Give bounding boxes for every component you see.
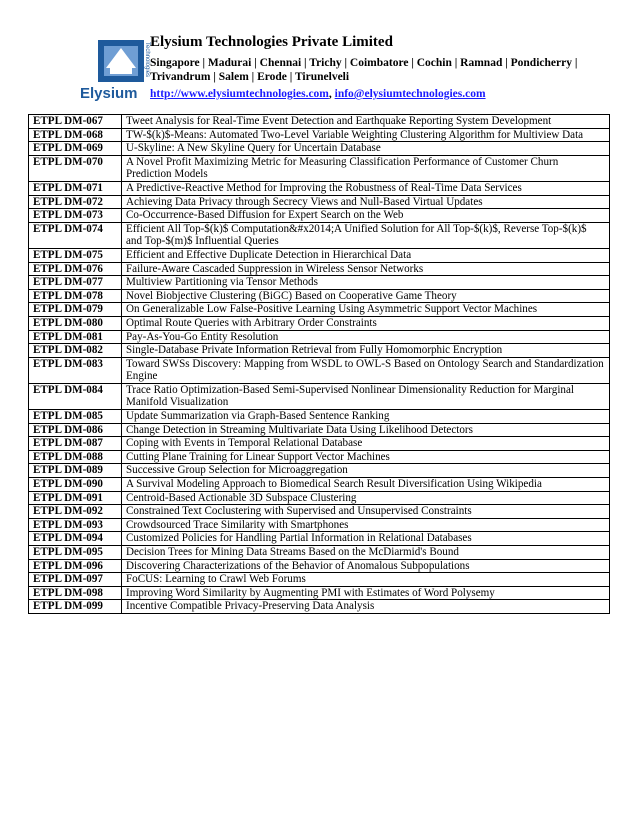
table-row: [29, 450, 610, 464]
table-row: [29, 128, 610, 142]
project-code: ETPL DM-091: [29, 491, 122, 505]
project-title: Tweet Analysis for Real-Time Event Detection and Earthquake Reporting System Development: [122, 115, 610, 129]
table-row: [29, 573, 610, 587]
project-title: Efficient and Effective Duplicate Detection in Hierarchical Data: [122, 248, 610, 262]
project-title: Achieving Data Privacy through Secrecy Views and Null-Based Virtual Updates: [122, 195, 610, 209]
table-row: [29, 222, 610, 248]
project-title: Improving Word Similarity by Augmenting PMI with Estimates of Word Polysemy: [122, 586, 610, 600]
project-title: Efficient All Top-$(k)$ Computation&#x2014;A Unified Solution for All Top-$(k)$, Reverse Top-$(k)$ and Top-$(m)$ Influential Queries: [122, 222, 610, 248]
project-title: Toward SWSs Discovery: Mapping from WSDL to OWL-S Based on Ontology Search and Standardization Engine: [122, 357, 610, 383]
table-row: [29, 437, 610, 451]
project-code: ETPL DM-092: [29, 505, 122, 519]
project-code: ETPL DM-075: [29, 248, 122, 262]
svg-text:Elysium: Elysium: [80, 85, 138, 102]
table-row: [29, 262, 610, 276]
project-code: ETPL DM-081: [29, 330, 122, 344]
project-title: Coping with Events in Temporal Relational Database: [122, 437, 610, 451]
project-code: ETPL DM-073: [29, 209, 122, 223]
email-link[interactable]: info@elysiumtechnologies.com: [334, 88, 486, 100]
table-row: [29, 344, 610, 358]
project-code: ETPL DM-085: [29, 410, 122, 424]
project-code: ETPL DM-089: [29, 464, 122, 478]
project-title: FoCUS: Learning to Crawl Web Forums: [122, 573, 610, 587]
link-separator: ,: [328, 88, 332, 100]
project-title: Failure-Aware Cascaded Suppression in Wireless Sensor Networks: [122, 262, 610, 276]
website-link[interactable]: http://www.elysiumtechnologies.com: [150, 88, 329, 100]
project-code: ETPL DM-070: [29, 155, 122, 181]
project-title: Optimal Route Queries with Arbitrary Order Constraints: [122, 316, 610, 330]
project-code: ETPL DM-078: [29, 289, 122, 303]
project-code: ETPL DM-093: [29, 518, 122, 532]
table-row: [29, 155, 610, 181]
project-code: ETPL DM-067: [29, 115, 122, 129]
project-title: Single-Database Private Information Retrieval from Fully Homomorphic Encryption: [122, 344, 610, 358]
table-row: [29, 600, 610, 614]
project-code: ETPL DM-079: [29, 303, 122, 317]
table-row: [29, 115, 610, 129]
project-title: On Generalizable Low False-Positive Learning Using Asymmetric Support Vector Machines: [122, 303, 610, 317]
project-code: ETPL DM-086: [29, 423, 122, 437]
project-code: ETPL DM-094: [29, 532, 122, 546]
project-title: Discovering Characterizations of the Behavior of Anomalous Subpopulations: [122, 559, 610, 573]
project-code: ETPL DM-087: [29, 437, 122, 451]
table-row: [29, 586, 610, 600]
table-row: [29, 248, 610, 262]
table-row: [29, 303, 610, 317]
project-code: ETPL DM-088: [29, 450, 122, 464]
office-cities: Singapore | Madurai | Chennai | Trichy | Coimbatore | Cochin | Ramnad | Pondicherry | Trivandrum | Salem | Erode | Tirunelveli: [150, 57, 578, 83]
table-row: [29, 195, 610, 209]
project-title: Multiview Partitioning via Tensor Methods: [122, 276, 610, 290]
project-title: Crowdsourced Trace Similarity with Smartphones: [122, 518, 610, 532]
table-row: [29, 491, 610, 505]
table-row: [29, 532, 610, 546]
project-code: ETPL DM-095: [29, 546, 122, 560]
table-row: [29, 181, 610, 195]
project-title: Pay-As-You-Go Entity Resolution: [122, 330, 610, 344]
project-title: Successive Group Selection for Microaggregation: [122, 464, 610, 478]
table-row: [29, 423, 610, 437]
table-row: [29, 410, 610, 424]
project-table: [28, 114, 610, 614]
project-code: ETPL DM-077: [29, 276, 122, 290]
project-code: ETPL DM-076: [29, 262, 122, 276]
project-title: Update Summarization via Graph-Based Sentence Ranking: [122, 410, 610, 424]
project-code: ETPL DM-098: [29, 586, 122, 600]
project-title: Decision Trees for Mining Data Streams Based on the McDiarmid's Bound: [122, 546, 610, 560]
table-row: [29, 559, 610, 573]
svg-text:Technologies: Technologies: [144, 42, 150, 78]
table-row: [29, 464, 610, 478]
project-title: Co-Occurrence-Based Diffusion for Expert Search on the Web: [122, 209, 610, 223]
project-title: Constrained Text Coclustering with Supervised and Unsupervised Constraints: [122, 505, 610, 519]
table-row: [29, 330, 610, 344]
project-code: ETPL DM-071: [29, 181, 122, 195]
company-name: Elysium Technologies Private Limited: [150, 34, 393, 50]
table-row: [29, 546, 610, 560]
project-code: ETPL DM-082: [29, 344, 122, 358]
project-code: ETPL DM-069: [29, 142, 122, 156]
project-title: U-Skyline: A New Skyline Query for Uncertain Database: [122, 142, 610, 156]
letterhead: [60, 30, 620, 108]
project-title: Centroid-Based Actionable 3D Subspace Clustering: [122, 491, 610, 505]
table-row: [29, 478, 610, 492]
project-title: A Novel Profit Maximizing Metric for Measuring Classification Performance of Customer Churn Prediction Models: [122, 155, 610, 181]
project-title: A Survival Modeling Approach to Biomedical Search Result Diversification Using Wikipedia: [122, 478, 610, 492]
project-title: A Predictive-Reactive Method for Improving the Robustness of Real-Time Data Services: [122, 181, 610, 195]
contact-links: [150, 88, 486, 100]
project-code: ETPL DM-074: [29, 222, 122, 248]
project-title: Customized Policies for Handling Partial Information in Relational Databases: [122, 532, 610, 546]
project-title: Incentive Compatible Privacy-Preserving Data Analysis: [122, 600, 610, 614]
project-title: Novel Biobjective Clustering (BiGC) Based on Cooperative Game Theory: [122, 289, 610, 303]
project-title: Cutting Plane Training for Linear Support Vector Machines: [122, 450, 610, 464]
project-code: ETPL DM-072: [29, 195, 122, 209]
table-row: [29, 289, 610, 303]
project-code: ETPL DM-068: [29, 128, 122, 142]
project-code: ETPL DM-097: [29, 573, 122, 587]
table-row: [29, 518, 610, 532]
project-title: TW-$(k)$-Means: Automated Two-Level Variable Weighting Clustering Algorithm for Multiview Data: [122, 128, 610, 142]
table-row: [29, 276, 610, 290]
project-title: Trace Ratio Optimization-Based Semi-Supervised Nonlinear Dimensionality Reduction for Marginal Manifold Visualization: [122, 383, 610, 409]
table-row: [29, 142, 610, 156]
project-code: ETPL DM-090: [29, 478, 122, 492]
table-row: [29, 505, 610, 519]
project-code: ETPL DM-096: [29, 559, 122, 573]
project-code: ETPL DM-099: [29, 600, 122, 614]
project-code: ETPL DM-084: [29, 383, 122, 409]
project-code: ETPL DM-083: [29, 357, 122, 383]
table-row: [29, 357, 610, 383]
table-row: [29, 209, 610, 223]
table-row: [29, 383, 610, 409]
project-code: ETPL DM-080: [29, 316, 122, 330]
table-row: [29, 316, 610, 330]
project-title: Change Detection in Streaming Multivariate Data Using Likelihood Detectors: [122, 423, 610, 437]
